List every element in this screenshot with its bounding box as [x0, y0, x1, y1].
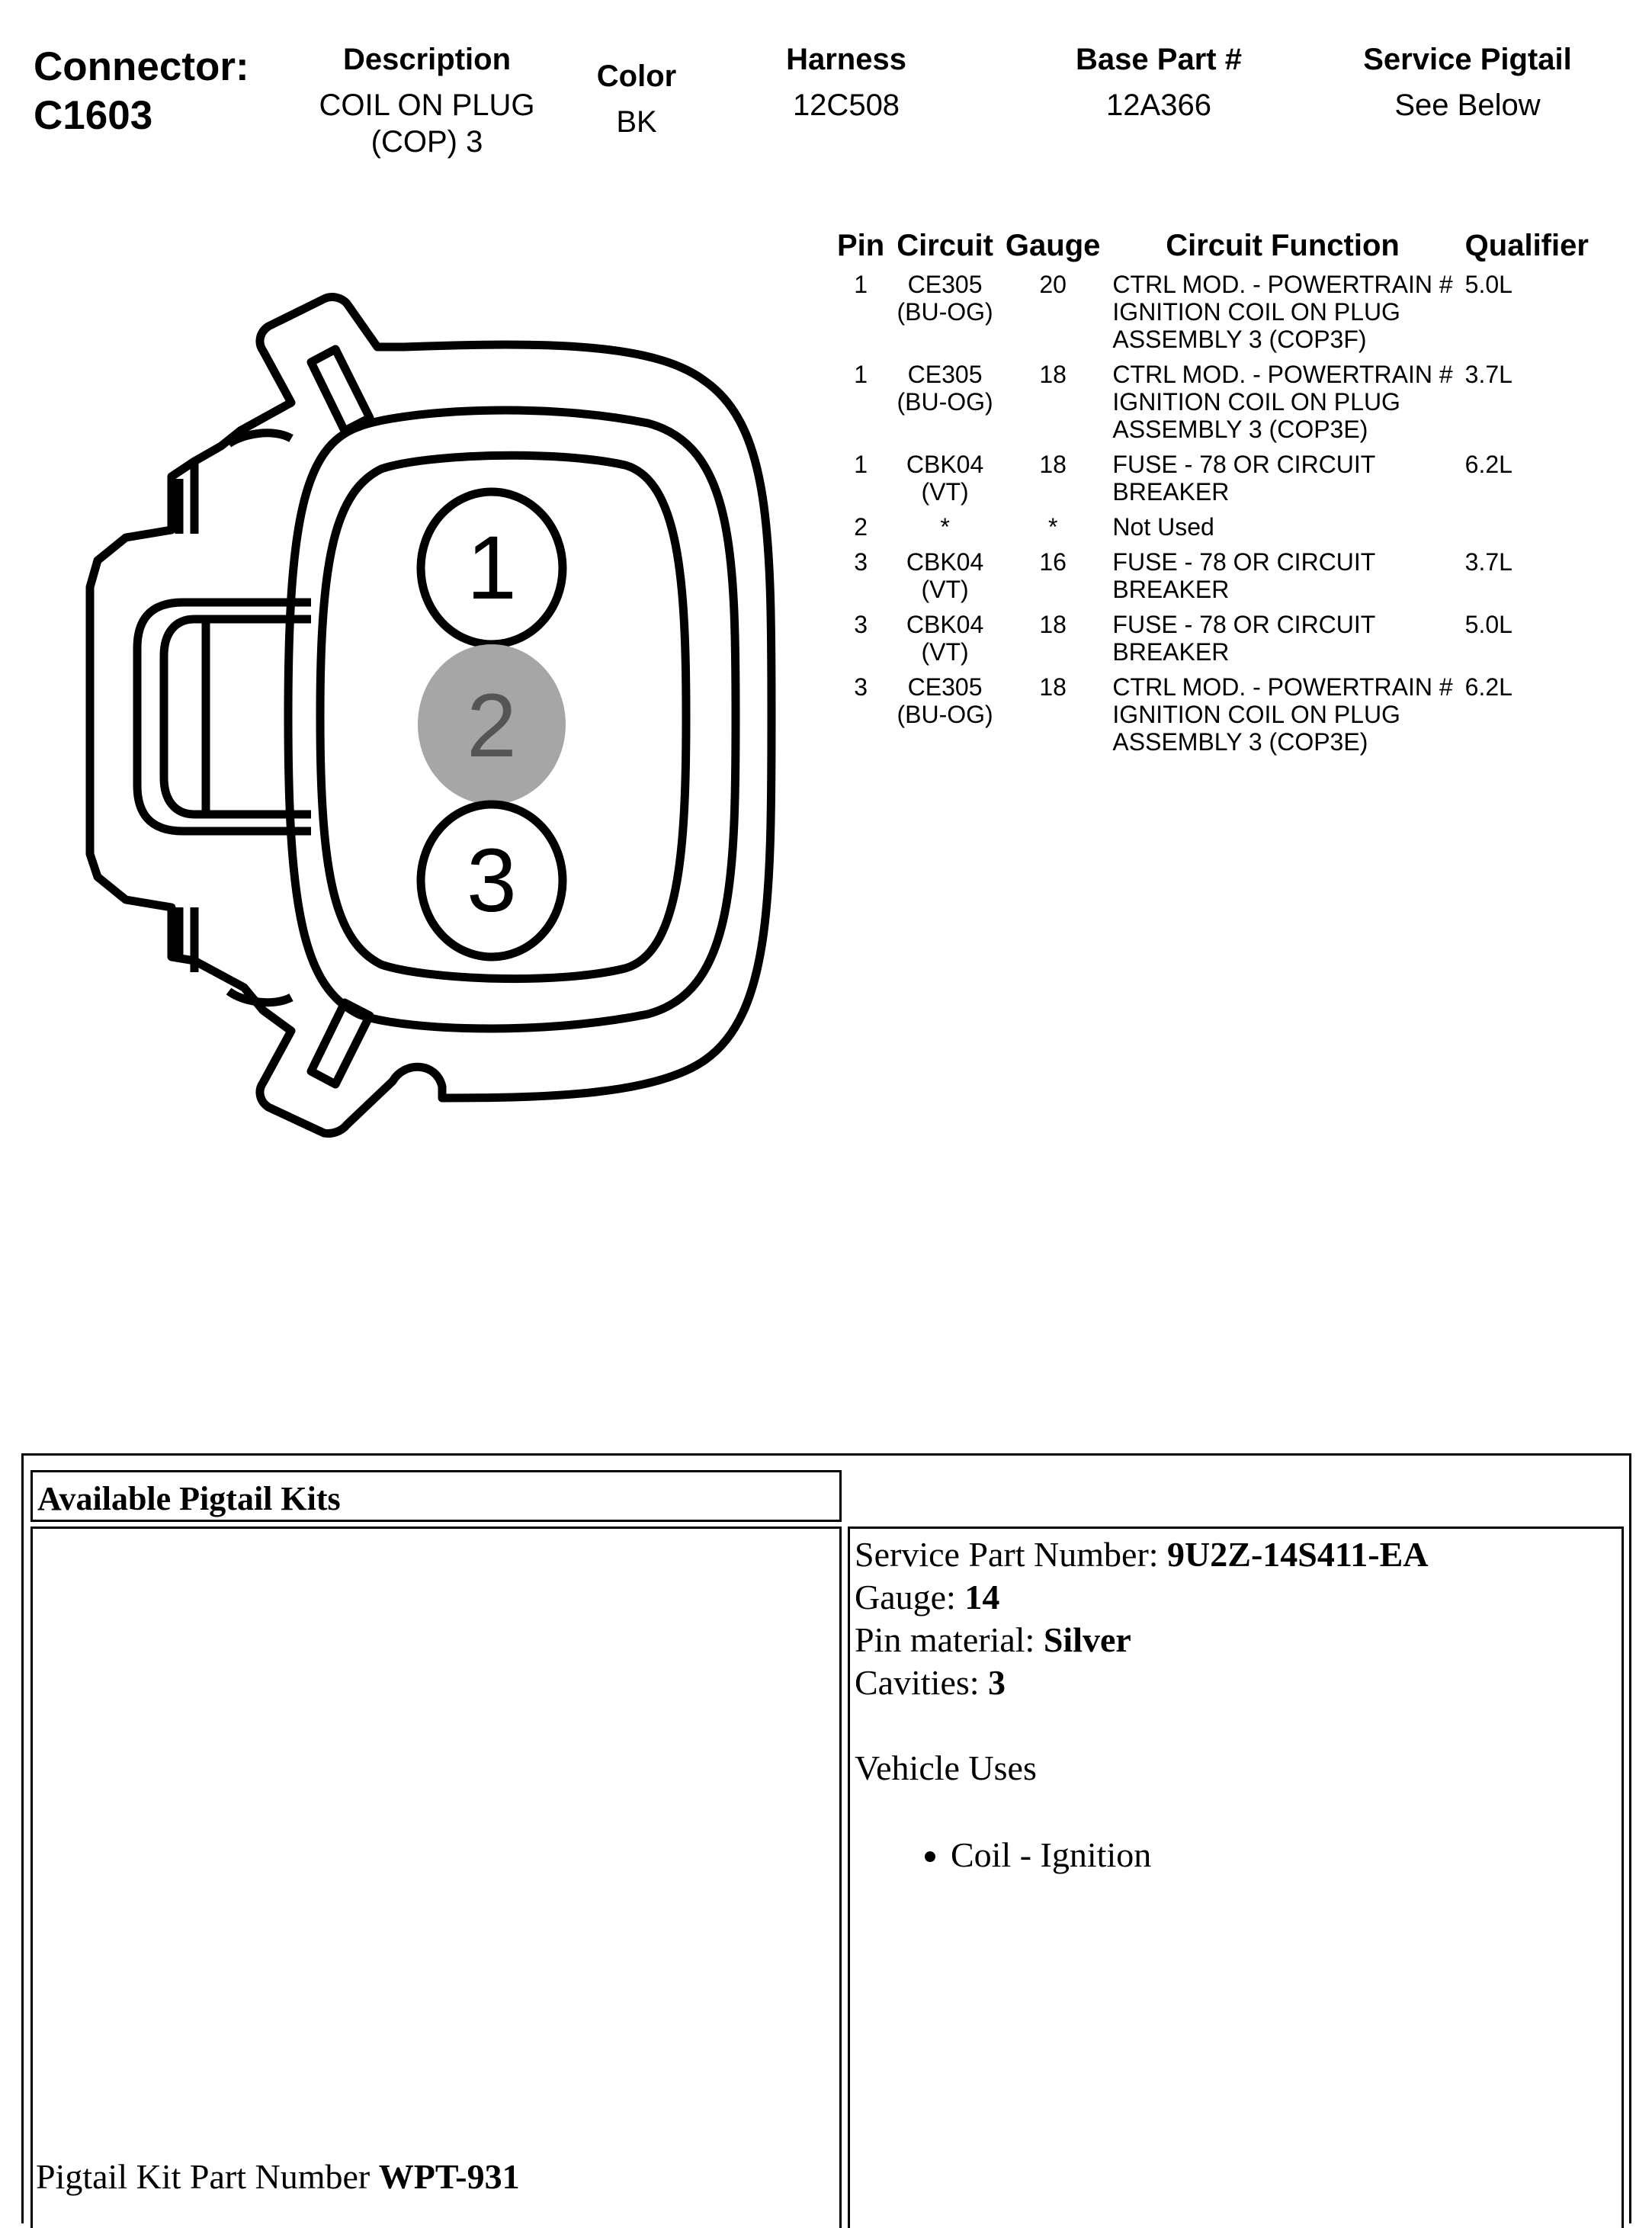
table-row: [831, 451, 1595, 513]
row-pin: 1: [854, 361, 868, 388]
row-function: [1106, 271, 1458, 361]
header-pin: Pin: [837, 229, 885, 262]
row-pin: 3: [854, 673, 868, 701]
circuit-code: CE305: [907, 673, 983, 701]
row-function: [1106, 611, 1458, 673]
top-latch: [311, 349, 370, 431]
row-circuit: [890, 611, 999, 673]
pigtail-kit-info: [855, 1533, 1429, 1876]
function-line: IGNITION COIL ON PLUG: [1112, 298, 1400, 326]
function-line: FUSE - 78 OR CIRCUIT: [1112, 611, 1376, 638]
row-function: [1106, 513, 1458, 548]
pin-material-line: [855, 1619, 1429, 1661]
header-gauge: Gauge: [1005, 229, 1101, 262]
pin-3: [421, 804, 563, 957]
row-qualifier: 5.0L: [1464, 271, 1512, 298]
function-line: BREAKER: [1112, 576, 1230, 603]
harness-column: [732, 41, 961, 124]
row-gauge: 18: [1039, 451, 1067, 478]
function-line: ASSEMBLY 3 (COP3E): [1112, 416, 1368, 443]
base-part-column: [1037, 41, 1281, 124]
function-line: BREAKER: [1112, 638, 1230, 666]
row-pin: 1: [854, 451, 868, 478]
base-part-value: 12A366: [1106, 88, 1211, 122]
circuit-color: (BU-OG): [897, 298, 993, 326]
gauge-value: 14: [964, 1578, 1000, 1616]
row-function: [1106, 548, 1458, 611]
service-part-number-label: Service Part Number:: [855, 1535, 1159, 1574]
row-gauge: *: [1047, 513, 1058, 541]
service-pigtail-label: Service Pigtail: [1363, 43, 1572, 76]
function-line: Not Used: [1112, 513, 1214, 541]
row-circuit: [890, 673, 999, 763]
row-pin: 3: [854, 548, 868, 576]
vehicle-uses-list: [855, 1834, 1429, 1876]
connector-id: C1603: [34, 93, 153, 138]
service-pigtail-column: [1342, 41, 1593, 124]
row-circuit: [890, 361, 999, 451]
color-label: Color: [596, 59, 677, 93]
row-function: [1106, 673, 1458, 763]
connector-title: [34, 43, 249, 140]
function-line: BREAKER: [1112, 478, 1230, 506]
cavities-label: Cavities:: [855, 1663, 980, 1702]
function-line: IGNITION COIL ON PLUG: [1112, 701, 1400, 728]
kit-part-number-label: Pigtail Kit Part Number: [36, 2157, 370, 2196]
circuit-code: *: [940, 513, 950, 541]
lower-rib: [179, 907, 291, 1003]
header-circuit: Circuit: [897, 229, 993, 262]
row-gauge: 16: [1039, 548, 1067, 576]
circuit-color: (VT): [921, 576, 969, 603]
row-qualifier: 5.0L: [1464, 611, 1512, 638]
table-row: [831, 513, 1595, 548]
pigtail-kit-image-area: [30, 1527, 842, 2228]
harness-value: 12C508: [792, 88, 900, 122]
pin-2-label: 2: [467, 676, 517, 776]
function-line: ASSEMBLY 3 (COP3F): [1112, 326, 1367, 353]
cavities-value: 3: [988, 1663, 1006, 1702]
pigtail-kit-part-number: [36, 2156, 520, 2198]
row-gauge: 18: [1039, 361, 1067, 388]
row-circuit: [890, 513, 999, 548]
pigtail-kits-title: Available Pigtail Kits: [37, 1480, 341, 1517]
circuit-color: (BU-OG): [897, 701, 993, 728]
table-row: [831, 548, 1595, 611]
row-gauge: 20: [1039, 271, 1067, 298]
header-qualifier: Qualifier: [1464, 229, 1589, 262]
description-value-line2: (COP) 3: [370, 125, 483, 159]
service-part-number-value: 9U2Z-14S411-EA: [1167, 1535, 1429, 1574]
row-gauge: 18: [1039, 611, 1067, 638]
row-qualifier: 3.7L: [1464, 361, 1512, 388]
circuit-color: (VT): [921, 638, 969, 666]
base-part-label: Base Part #: [1076, 43, 1242, 76]
function-line: ASSEMBLY 3 (COP3E): [1112, 728, 1368, 756]
function-line: CTRL MOD. - POWERTRAIN #: [1112, 271, 1453, 298]
function-line: FUSE - 78 OR CIRCUIT: [1112, 548, 1376, 576]
pin-3-label: 3: [467, 830, 517, 931]
row-qualifier: 3.7L: [1464, 548, 1512, 576]
pin-material-value: Silver: [1043, 1620, 1131, 1659]
row-qualifier: 6.2L: [1464, 673, 1512, 701]
pin-2: [418, 644, 566, 804]
circuit-code: CE305: [907, 361, 983, 388]
cavities-line: [855, 1661, 1429, 1704]
row-function: [1106, 361, 1458, 451]
row-gauge: 18: [1039, 673, 1067, 701]
row-circuit: [890, 271, 999, 361]
circuit-color: (BU-OG): [897, 388, 993, 416]
function-line: CTRL MOD. - POWERTRAIN #: [1112, 673, 1453, 701]
row-qualifier: [1459, 513, 1595, 548]
table-header-row: [831, 229, 1595, 271]
table-row: [831, 673, 1595, 763]
pin-circuit-table: [831, 229, 1595, 763]
row-pin: 2: [854, 513, 868, 541]
circuit-code: CBK04: [906, 548, 984, 576]
circuit-color: (VT): [921, 478, 969, 506]
pin-1: [421, 492, 563, 644]
function-line: IGNITION COIL ON PLUG: [1112, 388, 1400, 416]
gauge-line: [855, 1576, 1429, 1619]
description-label: Description: [342, 43, 512, 76]
service-pigtail-value: See Below: [1394, 88, 1541, 122]
upper-rib: [179, 433, 291, 534]
kit-part-number-value: WPT-931: [378, 2157, 520, 2196]
table-row: [831, 271, 1595, 361]
color-column: [579, 58, 694, 140]
row-pin: 3: [854, 611, 868, 638]
gauge-label: Gauge:: [855, 1578, 956, 1616]
description-column: [290, 41, 564, 160]
table-row: [831, 611, 1595, 673]
pigtail-kit-details: [848, 1527, 1624, 2228]
function-line: CTRL MOD. - POWERTRAIN #: [1112, 361, 1453, 388]
pin-material-label: Pin material:: [855, 1620, 1035, 1659]
connector-face-diagram: [76, 282, 778, 1151]
list-item: • Coil - Ignition: [951, 1834, 1429, 1876]
table-row: [831, 361, 1595, 451]
pin-1-label: 1: [467, 518, 517, 618]
connector-label: Connector:: [34, 44, 249, 89]
circuit-code: CBK04: [906, 451, 984, 478]
circuit-code: CE305: [907, 271, 983, 298]
header-circuit-function: Circuit Function: [1166, 229, 1400, 262]
circuit-code: CBK04: [906, 611, 984, 638]
function-line: FUSE - 78 OR CIRCUIT: [1112, 451, 1376, 478]
pigtail-kits-header-box: [30, 1470, 842, 1522]
row-pin: 1: [854, 271, 868, 298]
service-part-number-line: [855, 1533, 1429, 1576]
vehicle-uses-heading: Vehicle Uses: [855, 1748, 1037, 1787]
bottom-latch: [311, 1003, 370, 1084]
row-circuit: [890, 548, 999, 611]
row-function: [1106, 451, 1458, 513]
row-circuit: [890, 451, 999, 513]
harness-label: Harness: [786, 43, 906, 76]
row-qualifier: 6.2L: [1464, 451, 1512, 478]
description-value-line1: COIL ON PLUG: [319, 88, 535, 122]
color-value: BK: [616, 105, 657, 139]
